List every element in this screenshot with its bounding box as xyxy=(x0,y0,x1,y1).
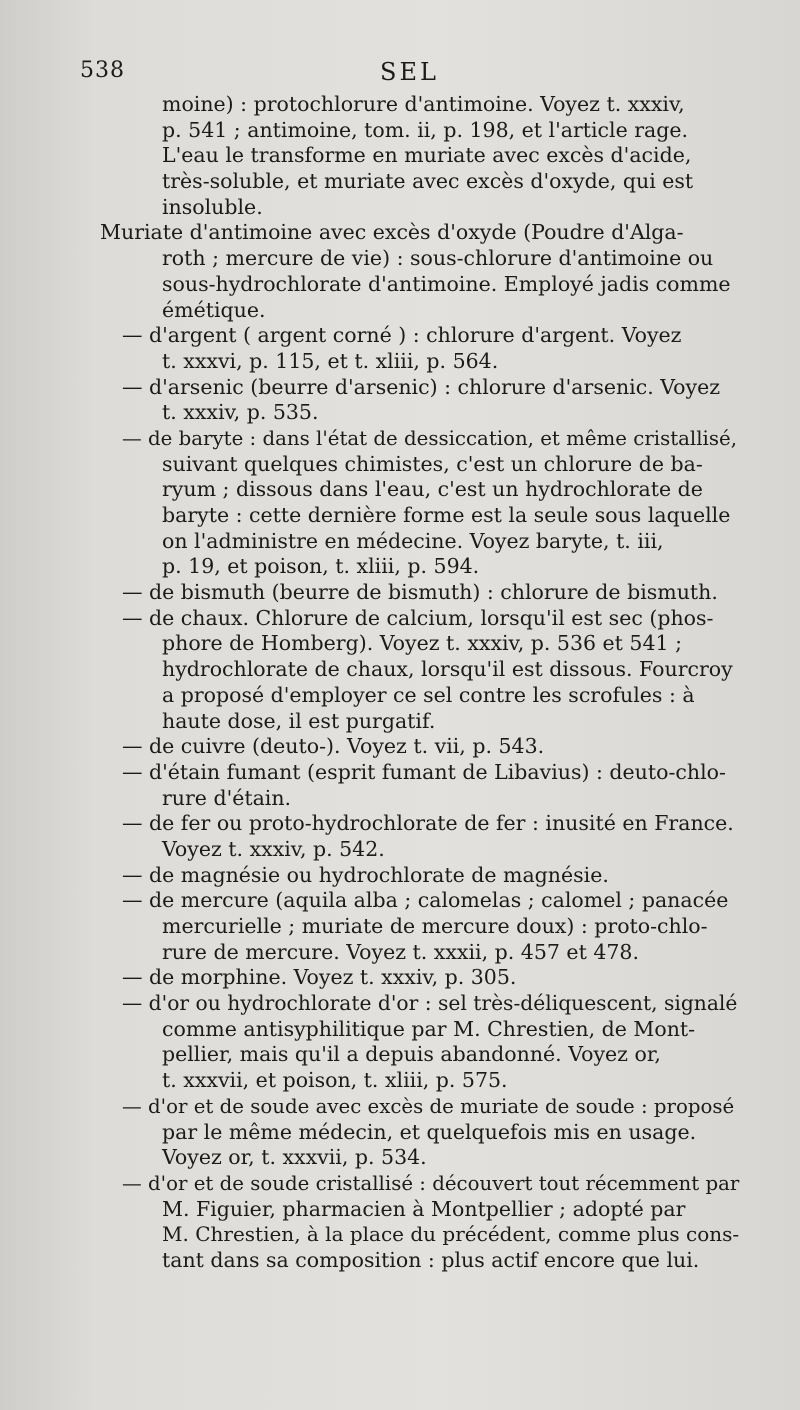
text-line: mercurielle ; muriate de mercure doux) : proto-chlo- xyxy=(162,914,708,938)
text-line: on l'administre en médecine. Voyez baryte, t. iii, xyxy=(162,528,664,553)
text-line: p. 541 ; antimoine, tom. ii, p. 198, et l'article rage. xyxy=(162,117,689,142)
text-line: Muriate d'antimoine avec excès d'oxyde (Poudre d'Alga- xyxy=(100,220,684,245)
text-line: — de chaux. Chlorure de calcium, lorsqu'il est sec (phos- xyxy=(122,605,714,630)
text-line: t. xxxvi, p. 115, et t. xliii, p. 564. xyxy=(162,348,499,373)
text-line: très-soluble, et muriate avec excès d'oxyde, qui est xyxy=(162,169,694,194)
text-line: — de baryte : dans l'état de dessiccation, et même cristallisé, xyxy=(122,426,737,450)
text-line: comme antisyphilitique par M. Chrestien, de Mont- xyxy=(162,1016,696,1041)
text-line: — de morphine. Voyez t. xxxiv, p. 305. xyxy=(122,965,517,990)
text-line: — d'or et de soude avec excès de muriate de soude : proposé xyxy=(122,1094,735,1118)
text-line: rure de mercure. Voyez t. xxxii, p. 457 et 478. xyxy=(162,939,639,964)
text-line: Voyez t. xxxiv, p. 542. xyxy=(162,836,385,861)
text-line: par le même médecin, et quelquefois mis en usage. xyxy=(162,1119,697,1144)
text-line: t. xxxvii, et poison, t. xliii, p. 575. xyxy=(162,1068,508,1093)
text-line: phore de Homberg). Voyez t. xxxiv, p. 536 et 541 ; xyxy=(162,631,682,656)
running-head: SEL xyxy=(380,58,439,86)
text-line: ryum ; dissous dans l'eau, c'est un hydrochlorate de xyxy=(162,477,703,502)
text-line: t. xxxiv, p. 535. xyxy=(162,400,319,425)
text-line: rure d'étain. xyxy=(162,785,292,810)
text-line: insoluble. xyxy=(162,194,263,219)
text-line: — de cuivre (deuto-). Voyez t. vii, p. 543. xyxy=(122,734,545,759)
text-line: suivant quelques chimistes, c'est un chlorure de ba- xyxy=(162,451,703,476)
text-line: — d'or et de soude cristallisé : découvert tout récemment par xyxy=(122,1171,740,1195)
text-line: — de magnésie ou hydrochlorate de magnésie. xyxy=(122,862,609,887)
page-header xyxy=(0,58,800,90)
text-line: L'eau le transforme en muriate avec excès d'acide, xyxy=(162,143,692,168)
text-line: — d'étain fumant (esprit fumant de Libavius) : deuto-chlo- xyxy=(122,759,726,784)
text-line: M. Figuier, pharmacien à Montpellier ; adopté par xyxy=(162,1196,686,1221)
text-line: sous-hydrochlorate d'antimoine. Employé jadis comme xyxy=(162,271,731,296)
text-line: p. 19, et poison, t. xliii, p. 594. xyxy=(162,554,480,579)
text-line: — de fer ou proto-hydrochlorate de fer : inusité en France. xyxy=(122,811,734,836)
page-number: 538 xyxy=(80,58,125,83)
text-line: émétique. xyxy=(162,297,266,322)
text-line: moine) : protochlorure d'antimoine. Voyez t. xxxiv, xyxy=(162,92,685,116)
text-line: — de bismuth (beurre de bismuth) : chlorure de bismuth. xyxy=(122,580,718,605)
text-line: — d'argent ( argent corné ) : chlorure d'argent. Voyez xyxy=(122,323,682,348)
text-line: haute dose, il est purgatif. xyxy=(162,708,436,733)
text-line: tant dans sa composition : plus actif encore que lui. xyxy=(162,1247,700,1272)
text-line: — de mercure (aquila alba ; calomelas ; calomel ; panacée xyxy=(122,888,729,913)
text-line: Voyez or, t. xxxvii, p. 534. xyxy=(162,1145,427,1170)
text-line: a proposé d'employer ce sel contre les scrofules : à xyxy=(162,682,695,707)
text-line: — d'arsenic (beurre d'arsenic) : chlorure d'arsenic. Voyez xyxy=(122,374,721,399)
text-line: pellier, mais qu'il a depuis abandonné. Voyez or, xyxy=(162,1042,661,1067)
text-line: roth ; mercure de vie) : sous-chlorure d'antimoine ou xyxy=(162,246,714,271)
text-line: M. Chrestien, à la place du précédent, comme plus cons- xyxy=(162,1222,740,1247)
text-line: hydrochlorate de chaux, lorsqu'il est dissous. Fourcroy xyxy=(162,657,733,682)
page-body-text xyxy=(100,92,740,1274)
text-line: baryte : cette dernière forme est la seule sous laquelle xyxy=(162,503,731,527)
text-line: — d'or ou hydrochlorate d'or : sel très-déliquescent, signalé xyxy=(122,991,738,1016)
